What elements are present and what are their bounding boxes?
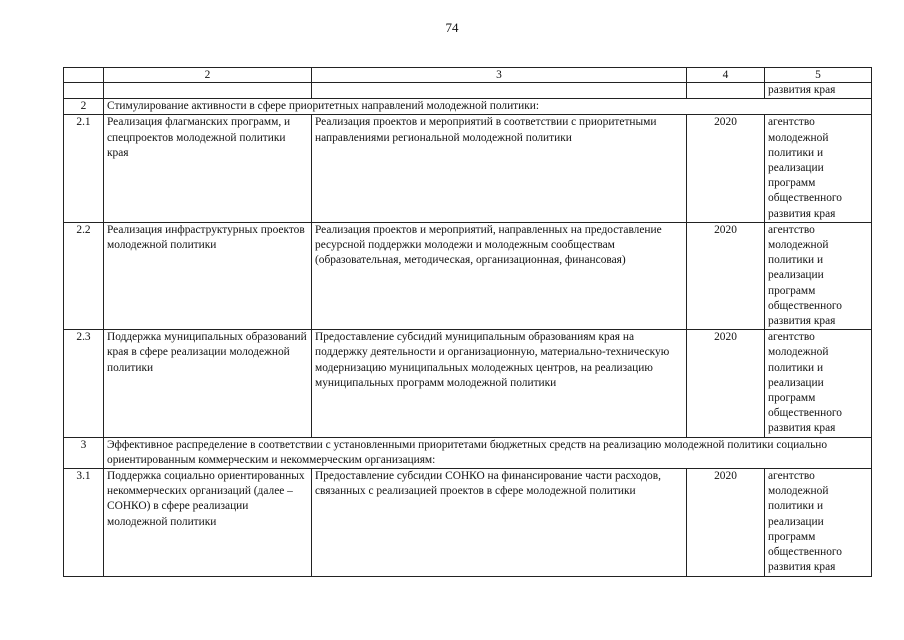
section-title: Эффективное распределение в соответствии с установленными приоритетами бюджетных средств на реализацию молодежной политики социально ориентированным коммерческим и некоммерческим организациям: [104, 437, 872, 468]
table-row [64, 222, 872, 329]
section-row [64, 99, 872, 115]
row-name: Реализация флагманских программ, и спецпроектов молодежной политики края [104, 115, 312, 222]
empty-cell [687, 83, 765, 99]
page-number: 74 [445, 20, 459, 35]
row-executor: агентство молодежной политики и реализации программ общественного развития края [765, 330, 872, 437]
row-executor: агентство молодежной политики и реализации программ общественного развития края [765, 222, 872, 329]
row-year: 2020 [687, 469, 765, 576]
table-row [64, 115, 872, 222]
section-number: 2 [64, 99, 104, 115]
program-table [63, 67, 872, 577]
section-number: 3 [64, 437, 104, 468]
row-name: Реализация инфраструктурных проектов молодежной политики [104, 222, 312, 329]
row-name: Поддержка социально ориентированных некоммерческих организаций (далее – СОНКО) в сфере реализации молодежной политики [104, 469, 312, 576]
column-header-2: 2 [104, 68, 312, 83]
row-description: Реализация проектов и мероприятий в соответствии с приоритетными направлениями региональной молодежной политики [312, 115, 687, 222]
row-year: 2020 [687, 222, 765, 329]
continuation-executor: развития края [765, 83, 872, 99]
row-year: 2020 [687, 330, 765, 437]
row-number: 3.1 [64, 469, 104, 576]
row-executor: агентство молодежной политики и реализации программ общественного развития края [765, 115, 872, 222]
column-header-3: 3 [312, 68, 687, 83]
row-description: Предоставление субсидии СОНКО на финансирование части расходов, связанных с реализацией проектов в сфере молодежной политики [312, 469, 687, 576]
table-row [64, 330, 872, 437]
column-header-1 [64, 68, 104, 83]
empty-cell [64, 83, 104, 99]
row-number: 2.1 [64, 115, 104, 222]
column-header-4: 4 [687, 68, 765, 83]
empty-cell [104, 83, 312, 99]
empty-cell [312, 83, 687, 99]
row-description: Предоставление субсидий муниципальным образованиям края на поддержку деятельности и организационную, материально-техническую модернизацию муниципальных молодежных центров, на реализацию муниципальных программ молодежной политики [312, 330, 687, 437]
row-executor: агентство молодежной политики и реализации программ общественного развития края [765, 469, 872, 576]
table-header-row [64, 68, 872, 83]
row-number: 2.3 [64, 330, 104, 437]
row-year: 2020 [687, 115, 765, 222]
section-title: Стимулирование активности в сфере приоритетных направлений молодежной политики: [104, 99, 872, 115]
column-header-5: 5 [765, 68, 872, 83]
section-row [64, 437, 872, 468]
continuation-row [64, 83, 872, 99]
row-name: Поддержка муниципальных образований края в сфере реализации молодежной политики [104, 330, 312, 437]
row-description: Реализация проектов и мероприятий, направленных на предоставление ресурсной поддержки молодежи и молодежным сообществам (образовательная, методическая, организационная, финансовая) [312, 222, 687, 329]
table-row [64, 469, 872, 576]
row-number: 2.2 [64, 222, 104, 329]
